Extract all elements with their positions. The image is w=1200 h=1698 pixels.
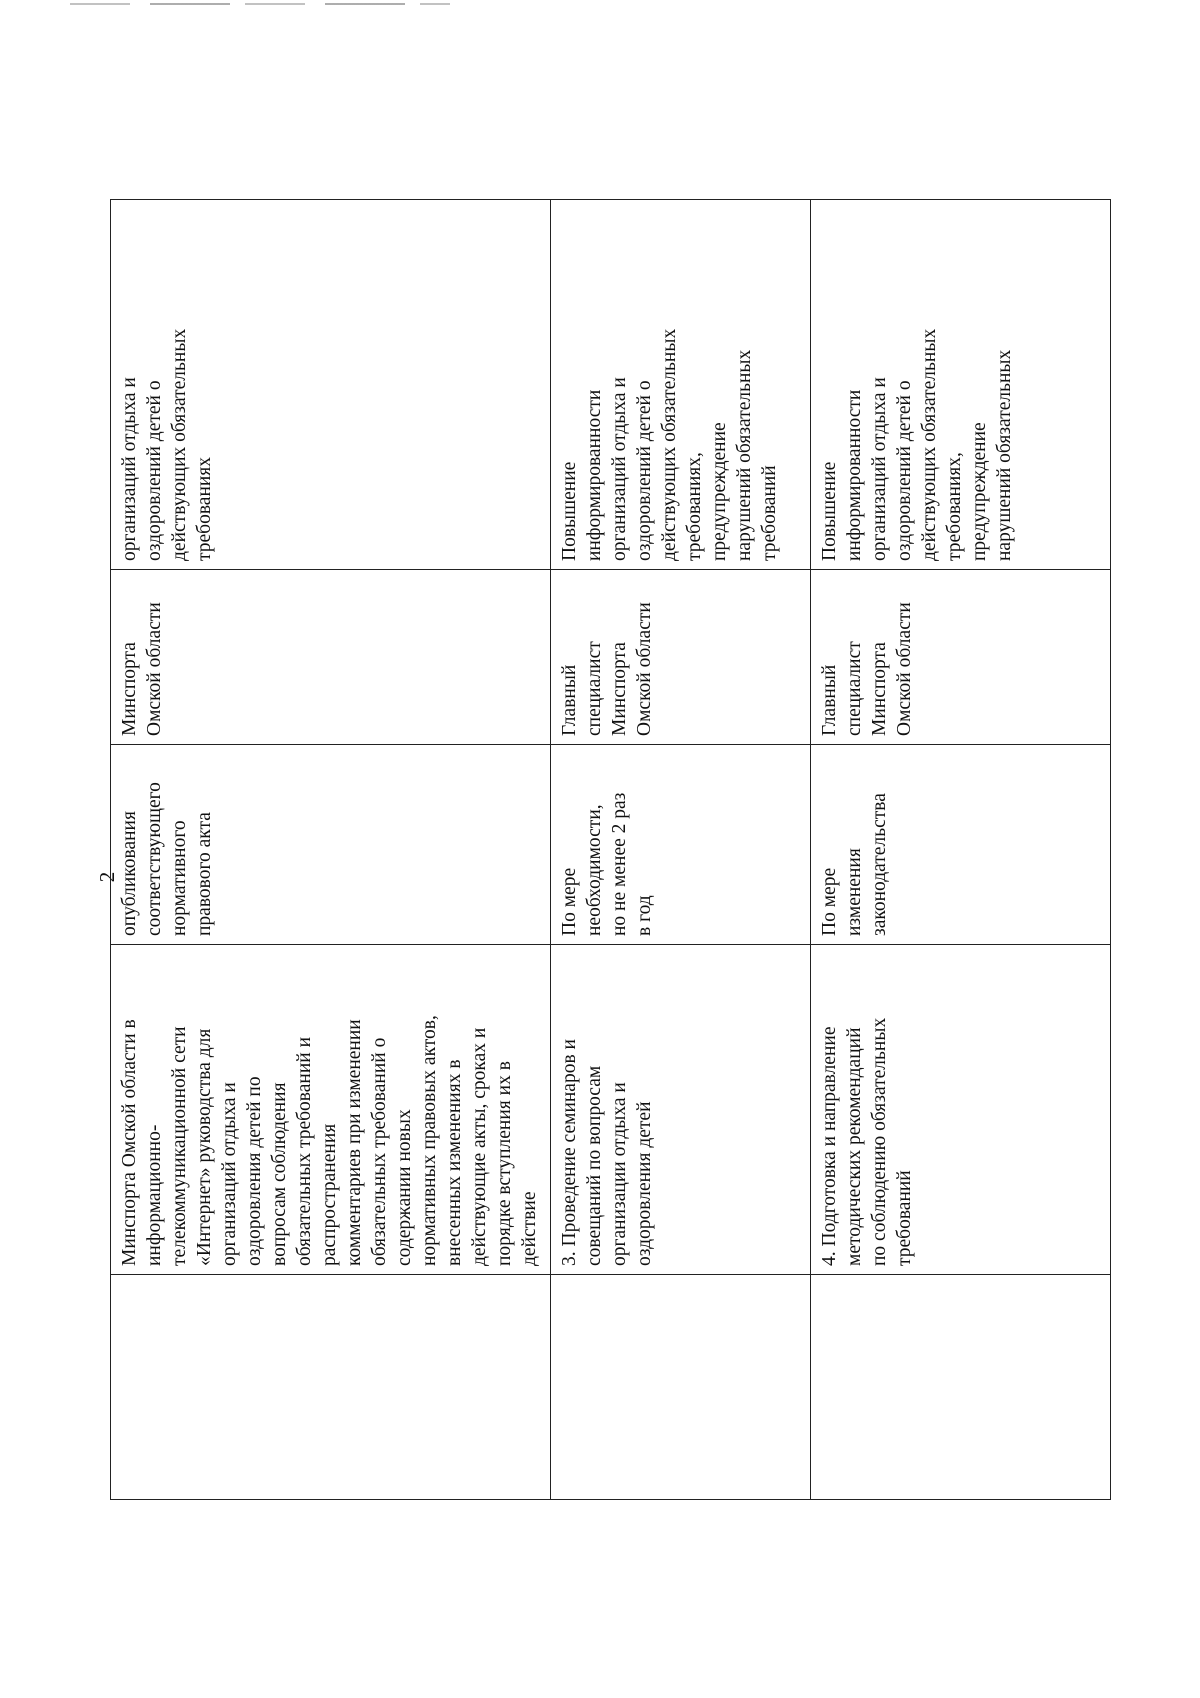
table-row <box>811 200 1111 1500</box>
term-cell: опубликования соответствующего нормативного правового акта <box>111 745 551 945</box>
responsible-cell: Главный специалист Минспорта Омской области <box>811 570 1111 745</box>
row-number-cell <box>111 1275 551 1500</box>
activity-cell: 4. Подготовка и направление методических рекомендаций по соблюдению обязательных требований <box>811 945 1111 1275</box>
activity-cell: 3. Проведение семинаров и совещаний по вопросам организации отдыха и оздоровления детей <box>551 945 811 1275</box>
responsible-cell: Минспорта Омской области <box>111 570 551 745</box>
responsible-cell: Главный специалист Минспорта Омской области <box>551 570 811 745</box>
rotated-table-container <box>110 200 1110 1500</box>
page-number: 2 <box>95 871 119 883</box>
term-cell: По мере изменения законодательства <box>811 745 1111 945</box>
rotated-table-wrapper <box>110 200 1110 1500</box>
result-cell: организаций отдыха и оздоровлений детей о действующих обязательных требованиях <box>111 200 551 570</box>
scan-artifact-lines <box>70 3 450 5</box>
table-row <box>111 200 551 1500</box>
measures-table <box>110 199 1111 1500</box>
row-number-cell <box>811 1275 1111 1500</box>
table-row <box>551 200 811 1500</box>
activity-cell: Минспорта Омской области в информационно- телекоммуникационной сети «Интернет» руководства для организаций отдыха и оздоровления детей по вопросам соблюдения обязательных требований и распространения комментариев при изменении обязательных требований о содержании новых нормативных правовых актов, внесенных изменениях в действующие акты, сроках и порядке вступления их в действие <box>111 945 551 1275</box>
result-cell: Повышение информированности организаций отдыха и оздоровлений детей о действующих обязательных требованиях, предупреждение нарушений обязательных требований <box>551 200 811 570</box>
term-cell: По мере необходимости, но не менее 2 раз в год <box>551 745 811 945</box>
row-number-cell <box>551 1275 811 1500</box>
result-cell: Повышение информированности организаций отдыха и оздоровлений детей о действующих обязательных требованиях, предупреждение нарушений обязательных <box>811 200 1111 570</box>
